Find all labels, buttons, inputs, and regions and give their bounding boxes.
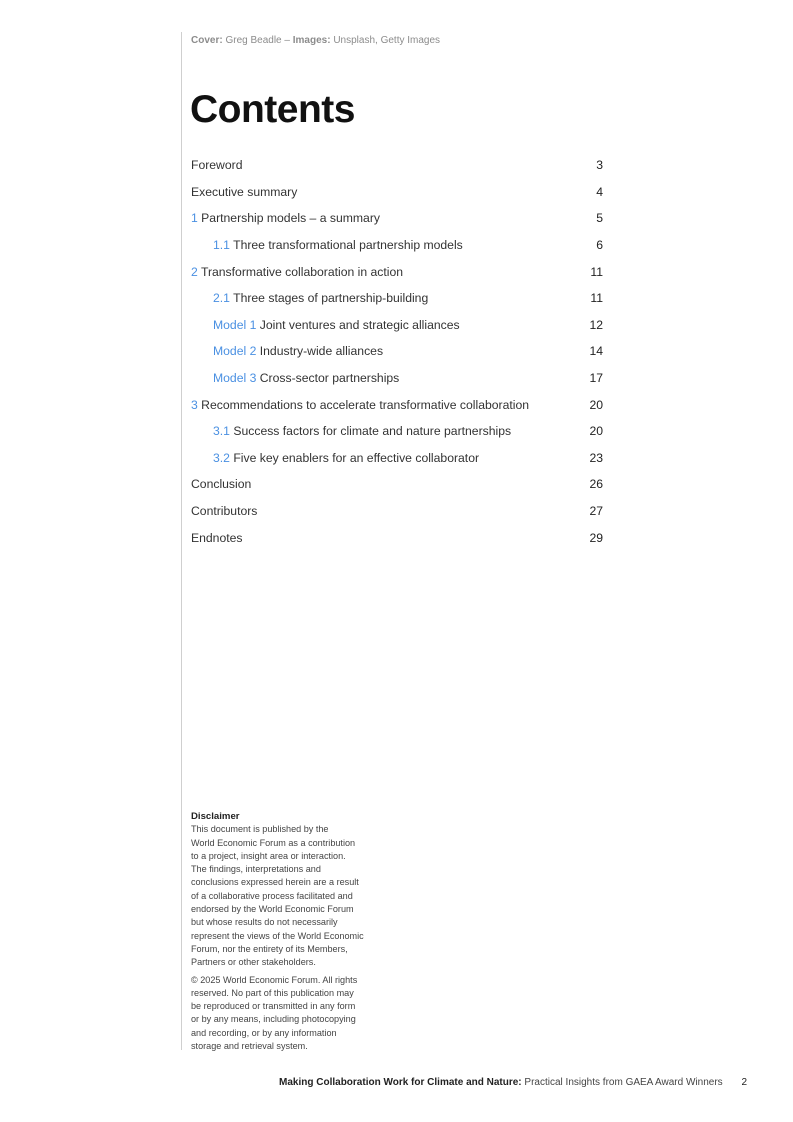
disclaimer-line: This document is published by the (191, 824, 329, 835)
page-number: 2 (741, 1077, 747, 1088)
toc-entry[interactable] (191, 205, 603, 232)
toc-entry-number: Model 3 (213, 371, 257, 386)
toc-entry-page: 12 (589, 317, 603, 332)
disclaimer-line: © 2025 World Economic Forum. All rights (191, 974, 358, 985)
toc-entry-label (191, 451, 479, 465)
toc-entry[interactable] (191, 524, 603, 551)
toc-entry-label (191, 371, 399, 385)
toc-entry-number: Model 1 (213, 317, 257, 332)
toc-entry-number: 3 (191, 397, 198, 412)
disclaimer-line: of a collaborative process facilitated and (191, 890, 353, 901)
toc-entry[interactable] (191, 365, 603, 392)
toc-entry-label (191, 531, 243, 545)
disclaimer (191, 810, 391, 1053)
toc-entry[interactable] (191, 152, 603, 179)
toc-entry-number: 3.2 (213, 450, 230, 465)
toc-entry-page: 17 (589, 371, 603, 386)
toc-entry-page: 20 (589, 397, 603, 412)
toc-entry-number: 1 (191, 211, 198, 226)
margin-rule (181, 32, 182, 1050)
toc-entry-label (191, 265, 403, 279)
toc-entry-number: 2.1 (213, 291, 230, 306)
toc-entry-title: Five key enablers for an effective collaborator (233, 450, 480, 465)
page-footer (279, 1077, 747, 1088)
page-title: Contents (190, 88, 355, 131)
image-credits (191, 35, 440, 46)
table-of-contents (191, 152, 603, 551)
disclaimer-line: Forum, nor the entirety of its Members, (191, 943, 348, 954)
toc-entry[interactable] (191, 471, 603, 498)
toc-entry[interactable] (191, 418, 603, 445)
toc-entry-title: Success factors for climate and nature partnerships (233, 424, 512, 439)
toc-entry-label (191, 211, 380, 225)
toc-entry-page: 3 (596, 158, 603, 173)
toc-entry-page: 5 (596, 211, 603, 226)
footer-title-bold: Making Collaboration Work for Climate and Nature: (279, 1077, 522, 1088)
toc-entry-title: Three transformational partnership models (233, 238, 463, 253)
disclaimer-line: represent the views of the World Economic (191, 930, 364, 941)
toc-entry-label (191, 424, 511, 438)
copyright-paragraph (191, 974, 391, 1054)
disclaimer-line: World Economic Forum as a contribution (191, 837, 356, 848)
images-credit-value: Unsplash, Getty Images (333, 35, 441, 46)
toc-entry[interactable] (191, 232, 603, 259)
disclaimer-line: be reproduced or transmitted in any form (191, 1001, 356, 1012)
disclaimer-line: The findings, interpretations and (191, 864, 321, 875)
disclaimer-paragraph (191, 823, 391, 969)
toc-entry-title: Foreword (191, 158, 243, 173)
disclaimer-title: Disclaimer (191, 811, 240, 822)
toc-entry-title: Industry-wide alliances (259, 344, 384, 359)
toc-entry-number: 3.1 (213, 424, 230, 439)
toc-entry-page: 20 (589, 424, 603, 439)
toc-entry-label (191, 238, 463, 252)
toc-entry[interactable] (191, 179, 603, 206)
toc-entry-title: Partnership models – a summary (201, 211, 380, 226)
cover-credit-label: Cover: (191, 35, 223, 46)
toc-entry[interactable] (191, 338, 603, 365)
toc-entry-label (191, 158, 242, 172)
toc-entry-title: Cross-sector partnerships (259, 371, 400, 386)
disclaimer-line: but whose results do not necessarily (191, 917, 338, 928)
toc-entry-page: 6 (596, 238, 603, 253)
toc-entry[interactable] (191, 258, 603, 285)
toc-entry-page: 23 (589, 450, 603, 465)
toc-entry-page: 11 (590, 291, 603, 306)
toc-entry[interactable] (191, 498, 603, 525)
toc-entry-title: Joint ventures and strategic alliances (259, 317, 460, 332)
toc-entry-page: 11 (590, 264, 603, 279)
disclaimer-line: conclusions expressed herein are a result (191, 877, 359, 888)
disclaimer-line: endorsed by the World Economic Forum (191, 904, 354, 915)
toc-entry-number: 1.1 (213, 238, 230, 253)
disclaimer-line: to a project, insight area or interaction. (191, 850, 346, 861)
footer-title-rest: Practical Insights from GAEA Award Winners (524, 1077, 723, 1088)
toc-entry-page: 14 (589, 344, 603, 359)
disclaimer-line: reserved. No part of this publication may (191, 987, 354, 998)
toc-entry-title: Recommendations to accelerate transformative collaboration (201, 397, 530, 412)
toc-entry-number: Model 2 (213, 344, 257, 359)
disclaimer-line: Partners or other stakeholders. (191, 957, 316, 968)
toc-entry-title: Transformative collaboration in action (200, 264, 404, 279)
toc-entry-page: 27 (589, 504, 603, 519)
toc-entry[interactable] (191, 285, 603, 312)
toc-entry-label (191, 344, 383, 358)
toc-entry-label (191, 398, 529, 412)
toc-entry[interactable] (191, 445, 603, 472)
toc-entry-page: 26 (589, 477, 603, 492)
cover-credit-value: Greg Beadle – (225, 35, 290, 46)
toc-entry-title: Three stages of partnership-building (233, 291, 429, 306)
toc-entry[interactable] (191, 312, 603, 339)
disclaimer-line: storage and retrieval system. (191, 1041, 308, 1052)
toc-entry-label (191, 477, 251, 491)
toc-entry-title: Conclusion (191, 477, 252, 492)
toc-entry-page: 4 (596, 184, 603, 199)
toc-entry-number: 2 (191, 264, 198, 279)
disclaimer-line: and recording, or by any information (191, 1027, 337, 1038)
toc-entry-page: 29 (589, 530, 603, 545)
toc-entry-label (191, 185, 297, 199)
toc-entry-title: Executive summary (191, 184, 298, 199)
toc-entry-label (191, 291, 428, 305)
toc-entry-label (191, 504, 257, 518)
toc-entry-label (191, 318, 460, 332)
toc-entry-title: Endnotes (191, 530, 243, 545)
disclaimer-line: or by any means, including photocopying (191, 1014, 356, 1025)
toc-entry[interactable] (191, 391, 603, 418)
toc-entry-title: Contributors (191, 504, 258, 519)
images-credit-label: Images: (292, 35, 331, 46)
